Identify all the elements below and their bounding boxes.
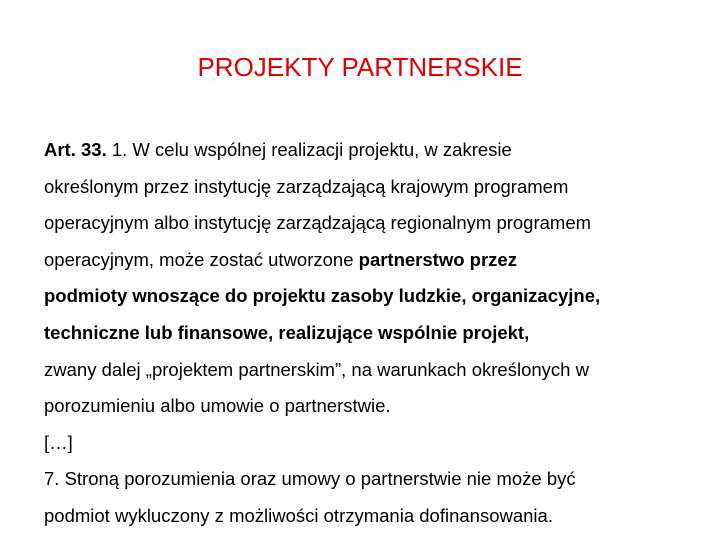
body-line-2: określonym przez instytucję zarządzającą krajowym programem [44, 175, 569, 197]
body-line-6: techniczne lub finansowe, realizujące wspólnie projekt, [44, 321, 530, 343]
body-line-7: zwany dalej „projektem partnerskim”, na warunkach określonych w [44, 358, 589, 380]
body-line-4-text: operacyjnym, może zostać utworzone [44, 248, 359, 270]
body-line-8: porozumieniu albo umowie o partnerstwie. [44, 395, 391, 417]
body-line-3: operacyjnym albo instytucję zarządzającą regionalnym programem [44, 212, 592, 234]
body-line-9: […] [44, 431, 73, 453]
body-line-1 [44, 132, 694, 169]
body-line-11: podmiot wykluczony z możliwości otrzymania dofinansowania. [44, 504, 553, 526]
slide-title: PROJEKTY PARTNERSKIE [197, 52, 523, 82]
slide-body [44, 132, 694, 535]
body-line-4 [44, 242, 694, 279]
body-line-4-bold: partnerstwo przez [358, 248, 517, 270]
body-line-1-text: 1. W celu wspólnej realizacji projektu, w zakresie [106, 139, 512, 160]
body-line-5: podmioty wnoszące do projektu zasoby ludzkie, organizacyjne, [44, 285, 601, 307]
article-number: Art. 33. [44, 139, 107, 160]
body-line-10: 7. Stroną porozumienia oraz umowy o partnerstwie nie może być [44, 468, 576, 490]
